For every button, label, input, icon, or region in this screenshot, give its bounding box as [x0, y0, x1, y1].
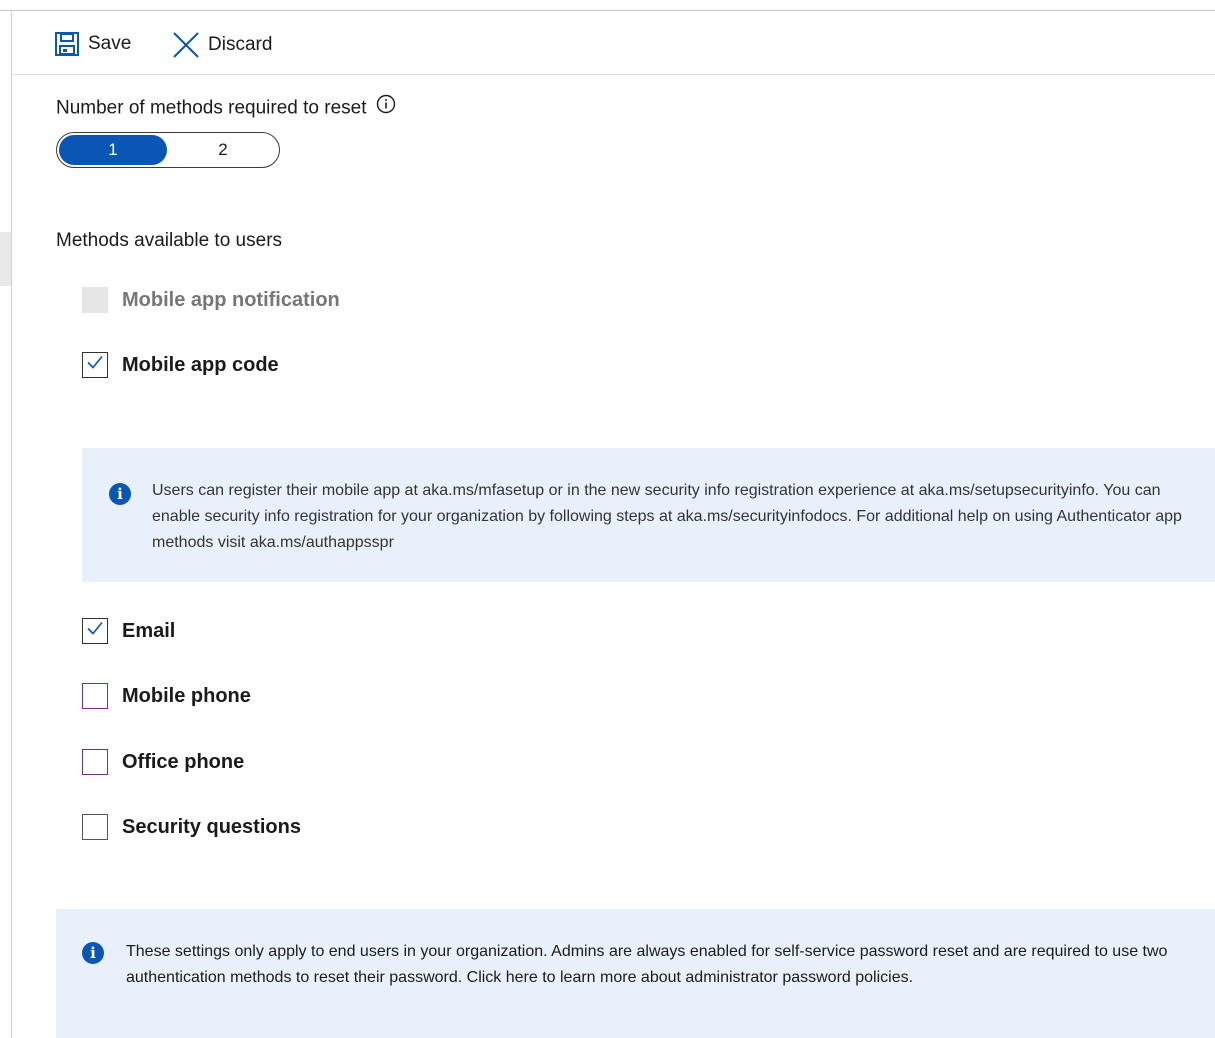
- authenticator-info-banner: [82, 448, 1215, 582]
- save-button-label: Save: [88, 33, 132, 54]
- admin-policy-info-banner[interactable]: [56, 909, 1215, 1038]
- toggle-option-1[interactable]: 1: [59, 135, 167, 165]
- save-button[interactable]: [54, 31, 131, 57]
- left-divider: [11, 11, 12, 1038]
- save-icon: [54, 31, 80, 57]
- method-label: Mobile phone: [122, 684, 251, 707]
- close-icon: [172, 31, 200, 59]
- methods-available-heading: Methods available to users: [56, 230, 283, 251]
- admin-policy-info-text: These settings only apply to end users in your organization. Admins are always enabled for self-service password reset and are required to use two authentication methods to reset their password. Click here to learn more about administrator password policies.: [126, 943, 1168, 986]
- method-office-phone: [82, 749, 244, 775]
- panel-resize-handle[interactable]: [0, 232, 11, 286]
- discard-button[interactable]: [172, 31, 272, 59]
- method-label: Office phone: [122, 750, 245, 773]
- info-icon: i: [109, 483, 131, 505]
- method-checkbox[interactable]: [82, 618, 108, 644]
- method-checkbox[interactable]: [82, 683, 108, 709]
- method-checkbox[interactable]: [82, 749, 108, 775]
- checkmark-icon: [86, 353, 104, 377]
- methods-required-label: Number of methods required to reset: [56, 97, 367, 119]
- method-label: Email: [122, 619, 176, 642]
- info-icon[interactable]: [376, 94, 396, 120]
- methods-required-heading: [56, 97, 396, 120]
- method-email: [82, 618, 175, 644]
- methods-required-toggle: [56, 132, 280, 168]
- method-label: Security questions: [122, 815, 301, 838]
- method-label: Mobile app code: [122, 353, 279, 376]
- command-bar: [12, 11, 1215, 75]
- discard-button-label: Discard: [208, 34, 273, 55]
- method-security-questions: [82, 814, 301, 840]
- authenticator-info-text: Users can register their mobile app at aka.ms/mfasetup or in the new security info registration experience at aka.ms/setupsecurityinfo. You can enable security info registration for your organization by following steps at aka.ms/securityinfodocs. For additional help on using Authenticator app methods visit aka.ms/authappsspr: [152, 482, 1182, 551]
- method-mobile-app-notification: [82, 287, 340, 313]
- method-mobile-phone: [82, 683, 251, 709]
- method-checkbox[interactable]: [82, 814, 108, 840]
- method-checkbox: [82, 287, 108, 313]
- info-icon: i: [82, 942, 104, 964]
- method-mobile-app-code: [82, 352, 279, 378]
- method-checkbox[interactable]: [82, 352, 108, 378]
- method-label: Mobile app notification: [122, 288, 340, 311]
- toggle-option-2[interactable]: 2: [218, 140, 228, 159]
- checkmark-icon: [86, 619, 104, 643]
